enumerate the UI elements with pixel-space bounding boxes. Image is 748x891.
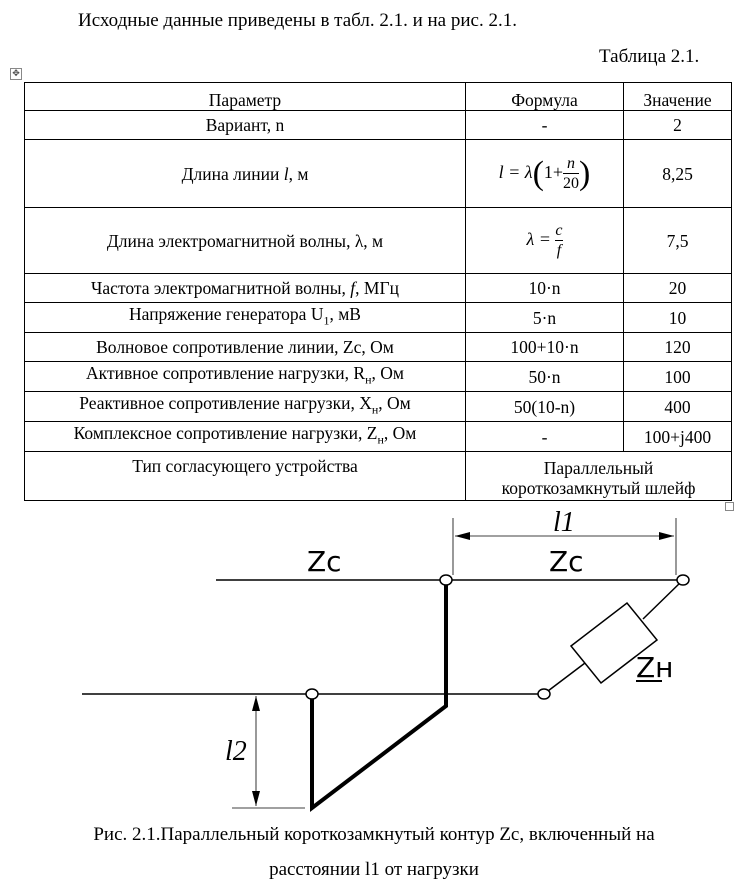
formula-expression: λ = $\frac{c}{f}$ [526, 222, 563, 259]
row-param: Волновое сопротивление линии, Zc, Ом [25, 333, 466, 362]
row-formula: 50·n [466, 362, 624, 392]
row-value: 400 [624, 392, 732, 422]
row-formula-merged [466, 452, 732, 501]
l1-arrow-left-icon [455, 532, 470, 540]
label-zc-right-text: Zc [549, 545, 584, 578]
table-move-handle-icon[interactable]: ✥ [10, 68, 22, 80]
row-formula: 100+10·n [466, 333, 624, 362]
row-value: 100 [624, 362, 732, 392]
row-value: 100+j400 [624, 422, 732, 452]
table-row [25, 303, 732, 333]
matching-device-type: Параллельный короткозамкнутый шлейф [501, 458, 696, 498]
formula-wavelength [466, 208, 624, 274]
intro-text: Исходные данные приведены в табл. 2.1. и на рис. 2.1. [78, 10, 517, 31]
label-l2 [225, 736, 247, 767]
formula-expression: l = λ(1+ $\frac{n}{20}$ ) [498, 154, 591, 192]
table-row [25, 452, 732, 501]
row-param: Частота электромагнитной волны, f, МГц [25, 274, 466, 303]
row-formula: - [466, 422, 624, 452]
node-upper-junction [440, 575, 452, 585]
header-value: Значение [624, 83, 732, 111]
circuit-figure [0, 505, 748, 820]
table-row [25, 333, 732, 362]
l1-arrow-right-icon [659, 532, 674, 540]
row-formula: 50(10-n) [466, 392, 624, 422]
row-formula: 5·n [466, 303, 624, 333]
label-zc-left [307, 545, 342, 578]
parameters-table [24, 82, 732, 501]
row-param: Активное сопротивление нагрузки, $R_н$, Ом [25, 362, 466, 392]
row-value: 2 [624, 111, 732, 140]
load-lead-upper [643, 580, 683, 619]
row-formula: - [466, 111, 624, 140]
row-param: Длина электромагнитной волны, λ, м [25, 208, 466, 274]
label-zn-text: Zн [636, 651, 674, 684]
label-l1-text: l1 [553, 507, 575, 538]
table-row [25, 362, 732, 392]
header-formula: Формула [466, 83, 624, 111]
table-row [25, 208, 732, 274]
node-upper-load [677, 575, 689, 585]
l2-arrow-down-icon [252, 791, 260, 806]
row-value: 10 [624, 303, 732, 333]
row-param: Вариант, n [25, 111, 466, 140]
table-row [25, 140, 732, 208]
label-zc-left-text: Zc [307, 545, 342, 578]
load-lead-lower [544, 663, 585, 694]
table-caption: Таблица 2.1. [599, 46, 700, 67]
table-row [25, 111, 732, 140]
label-l2-text: l2 [225, 736, 247, 767]
node-lower-load [538, 689, 550, 699]
row-param: Комплексное сопротивление нагрузки, $Z_н$, Ом [25, 422, 466, 452]
row-value: 7,5 [624, 208, 732, 274]
row-param: Реактивное сопротивление нагрузки, $X_н$, Ом [25, 392, 466, 422]
row-param: Напряжение генератора $U_1$, мВ [25, 303, 466, 333]
figure-caption-line2: расстоянии l1 от нагрузки [269, 859, 479, 880]
table-row [25, 392, 732, 422]
label-zn [636, 651, 674, 684]
table-row [25, 274, 732, 303]
node-lower-junction [306, 689, 318, 699]
label-zc-right [549, 545, 584, 578]
row-param: Длина линии l, м [25, 140, 466, 208]
l2-arrow-up-icon [252, 696, 260, 711]
row-formula: 10·n [466, 274, 624, 303]
figure-caption-line1: Рис. 2.1.Параллельный короткозамкнутый контур Zc, включенный на [93, 824, 655, 845]
label-l1 [553, 507, 575, 538]
table-header-row [25, 83, 732, 111]
formula-line-length [466, 140, 624, 208]
header-parameter: Параметр [25, 83, 466, 111]
row-value: 20 [624, 274, 732, 303]
row-value: 120 [624, 333, 732, 362]
table-row [25, 422, 732, 452]
row-value: 8,25 [624, 140, 732, 208]
row-param: Тип согласующего устройства [25, 452, 466, 501]
